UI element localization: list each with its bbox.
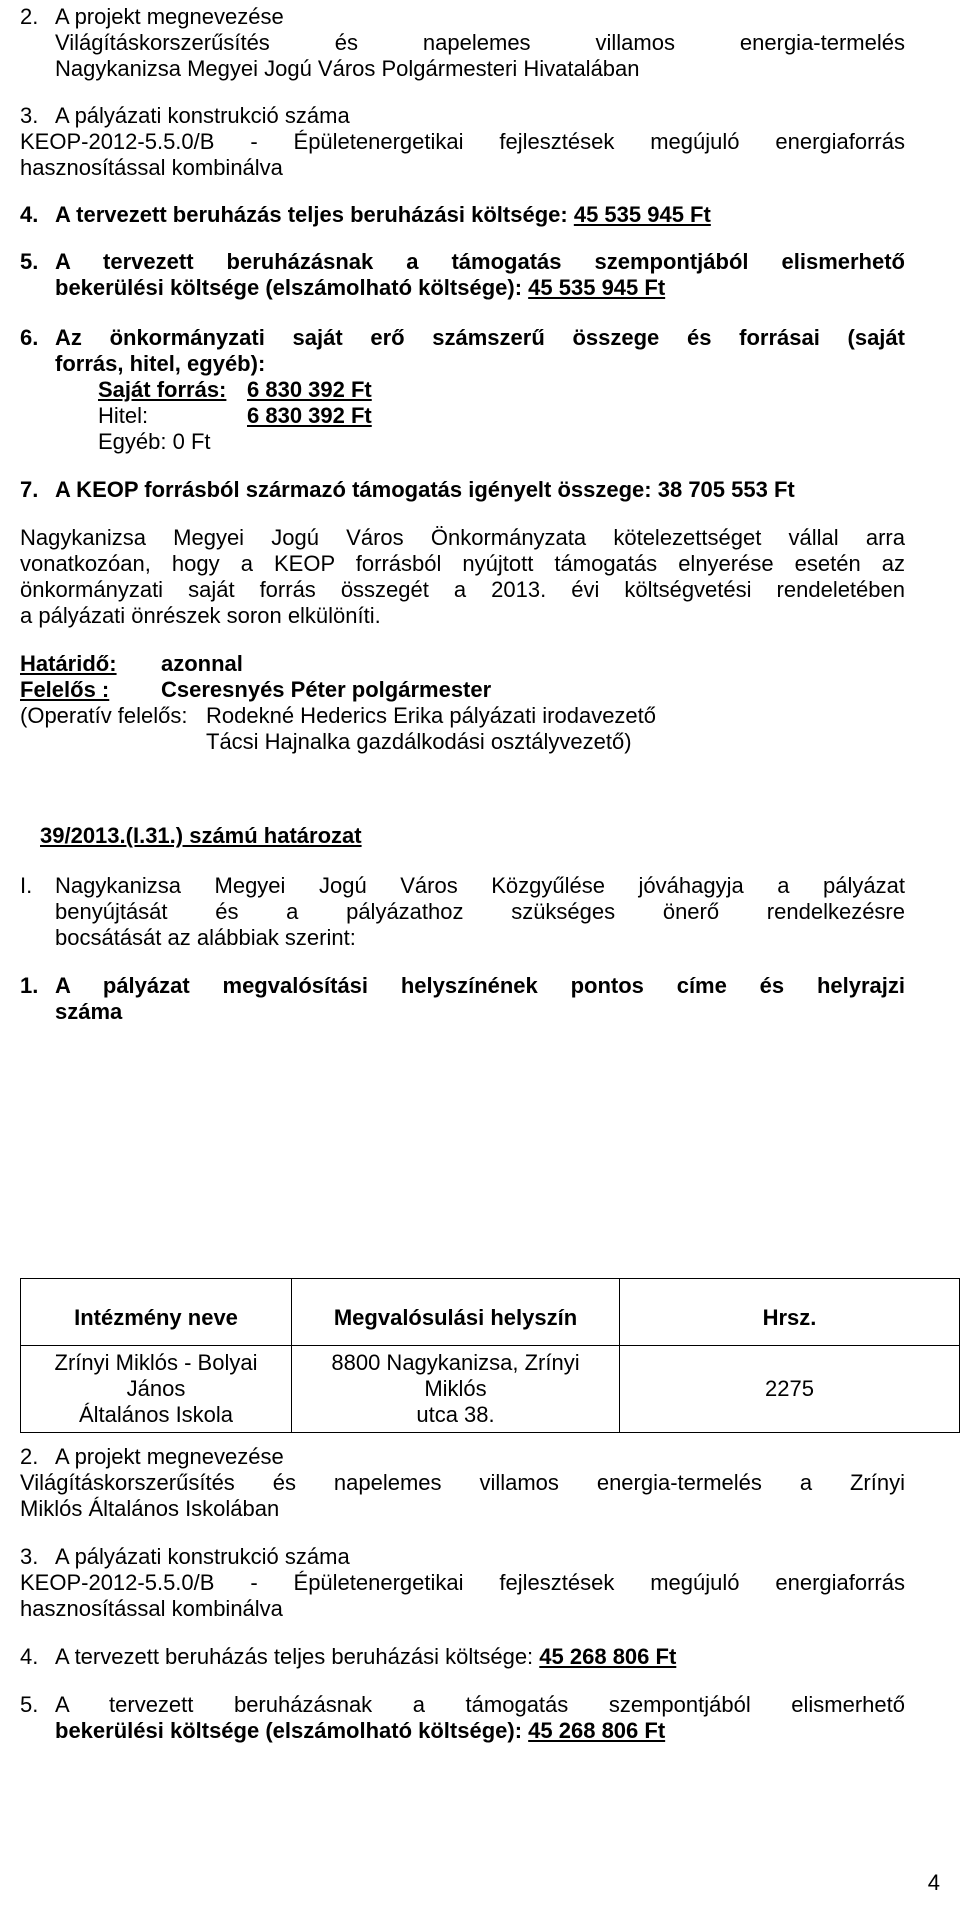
res-eligible-cost-amount: 45 268 806 Ft [528, 1718, 666, 1743]
res-construction-line-2: hasznosítással kombinálva [20, 1596, 283, 1621]
location-line-1: 8800 Nagykanizsa, Zrínyi Miklós [331, 1350, 580, 1401]
cell-institution [21, 1346, 292, 1433]
total-cost-amount: 45 535 945 Ft [573, 202, 711, 227]
resolution-intro-line-3: bocsátását az alábbiak szerint: [55, 925, 356, 950]
loan-label: Hitel: [98, 403, 149, 428]
eligible-cost-amount: 45 535 945 Ft [528, 275, 666, 300]
section-7 [20, 477, 795, 503]
deadline-label: Határidő: [20, 651, 117, 676]
res-project-line-2: Miklós Általános Iskolában [20, 1496, 280, 1521]
location-line-2: utca 38. [416, 1402, 495, 1427]
res-section-5-line-2 [55, 1718, 665, 1744]
res-section-1-line-2: száma [55, 999, 123, 1024]
loan-value: 6 830 392 Ft [247, 403, 372, 428]
section-number: 5. [20, 249, 39, 274]
section-2-heading [20, 4, 284, 30]
section-4 [20, 202, 711, 228]
section-number: 6. [20, 325, 39, 350]
section-title: A pályázati konstrukció száma [55, 103, 350, 128]
section-text: A tervezett beruházás teljes beruházási költsége: [55, 1644, 534, 1669]
resolution-intro-line-2: benyújtását és a pályázathoz szükséges önerő rendelkezésre [55, 899, 905, 924]
other-funds: Egyéb: 0 Ft [98, 429, 211, 454]
section-6-line-1 [20, 325, 905, 351]
commitment-line-2: vonatkozóan, hogy a KEOP forrásból nyújtott támogatás elnyerése esetén az [20, 551, 905, 576]
section-title: A pályázati konstrukció száma [55, 1544, 350, 1569]
project-name-line-2: Nagykanizsa Megyei Jogú Város Polgármesteri Hivatalában [55, 56, 640, 81]
table-header-row [21, 1279, 960, 1346]
commitment-line-4: a pályázati önrészek soron elkülöníti. [20, 603, 381, 628]
section-number: 2. [20, 1444, 39, 1469]
table-row [21, 1346, 960, 1433]
res-section-1-line-1 [20, 973, 905, 999]
res-project-line-1: Világításkorszerűsítés és napelemes villamos energia-termelés a Zrínyi [20, 1470, 905, 1495]
own-funds-label [98, 377, 226, 403]
own-funds-label-text: Saját forrás: [98, 377, 227, 402]
section-number: 4. [20, 1644, 39, 1669]
section-number: 7. [20, 477, 39, 502]
res-section-5-line-1 [20, 1692, 905, 1718]
institution-name-line-1: Zrínyi Miklós - Bolyai János [54, 1350, 258, 1401]
table-header-location: Megvalósulási helyszín [292, 1279, 620, 1346]
resolution-intro-line-1: Nagykanizsa Megyei Jogú Város Közgyűlése jóváhagyja a pályázat [55, 873, 905, 898]
operative-label: (Operatív felelős: [20, 703, 188, 728]
table-header-hrsz: Hrsz. [620, 1279, 960, 1346]
section-number: 5. [20, 1692, 39, 1717]
section-text: bekerülési költsége (elszámolható költsége): [55, 1718, 523, 1743]
section-title: A projekt megnevezése [55, 4, 284, 29]
commitment-line-3: önkormányzati saját forrás összegét a 2013. évi költségvetési rendeletében [20, 577, 905, 602]
section-number: 2. [20, 4, 39, 29]
section-number: 3. [20, 1544, 39, 1569]
section-5-line-1 [20, 249, 905, 275]
section-text: A tervezett beruházás teljes beruházási költsége: [55, 202, 568, 227]
section-text: A tervezett beruházásnak a támogatás szempontjából elismerhető [55, 1692, 905, 1717]
section-text: A tervezett beruházásnak a támogatás szempontjából elismerhető [55, 249, 905, 274]
section-6-line-2: forrás, hitel, egyéb): [55, 351, 266, 376]
deadline-value: azonnal [161, 651, 243, 676]
page-number: 4 [927, 1870, 940, 1895]
institution-name-line-2: Általános Iskola [78, 1402, 234, 1427]
project-name-line-1: Világításkorszerűsítés és napelemes villamos energia-termelés [55, 30, 905, 55]
commitment-line-1: Nagykanizsa Megyei Jogú Város Önkormányzata kötelezettséget vállal arra [20, 525, 905, 550]
section-text: Az önkormányzati saját erő számszerű összege és forrásai (saját [55, 325, 905, 350]
res-construction-line-1: KEOP-2012-5.5.0/B - Épületenergetikai fejlesztések megújuló energiaforrás [20, 1570, 905, 1595]
table-header-institution: Intézmény neve [21, 1279, 292, 1346]
res-section-2-heading [20, 1444, 284, 1470]
res-section-4 [20, 1644, 676, 1670]
section-text: A pályázat megvalósítási helyszínének pontos címe és helyrajzi [55, 973, 905, 998]
operative-person-2: Tácsi Hajnalka gazdálkodási osztályvezető) [206, 729, 632, 754]
section-text: bekerülési költsége (elszámolható költsége): [55, 275, 523, 300]
section-3-heading [20, 103, 350, 129]
responsible-value: Cseresnyés Péter polgármester [161, 677, 492, 702]
own-funds-value: 6 830 392 Ft [247, 377, 372, 402]
resolution-intro-number: I. [20, 873, 33, 898]
construction-line-1: KEOP-2012-5.5.0/B - Épületenergetikai fejlesztések megújuló energiaforrás [20, 129, 905, 154]
section-number: 3. [20, 103, 39, 128]
res-section-3-heading [20, 1544, 350, 1570]
section-number: 1. [20, 973, 39, 998]
responsible-label: Felelős : [20, 677, 110, 702]
resolution-title: 39/2013.(I.31.) számú határozat [40, 823, 362, 848]
operative-person-1: Rodekné Hederics Erika pályázati irodavezető [206, 703, 657, 728]
section-5-line-2 [55, 275, 665, 301]
cell-hrsz: 2275 [620, 1346, 960, 1433]
section-number: 4. [20, 202, 39, 227]
cell-location [292, 1346, 620, 1433]
section-text: A KEOP forrásból származó támogatás igényelt összege: 38 705 553 Ft [55, 477, 795, 502]
construction-line-2: hasznosítással kombinálva [20, 155, 283, 180]
location-table [20, 1278, 960, 1433]
res-total-cost-amount: 45 268 806 Ft [539, 1644, 677, 1669]
section-title: A projekt megnevezése [55, 1444, 284, 1469]
